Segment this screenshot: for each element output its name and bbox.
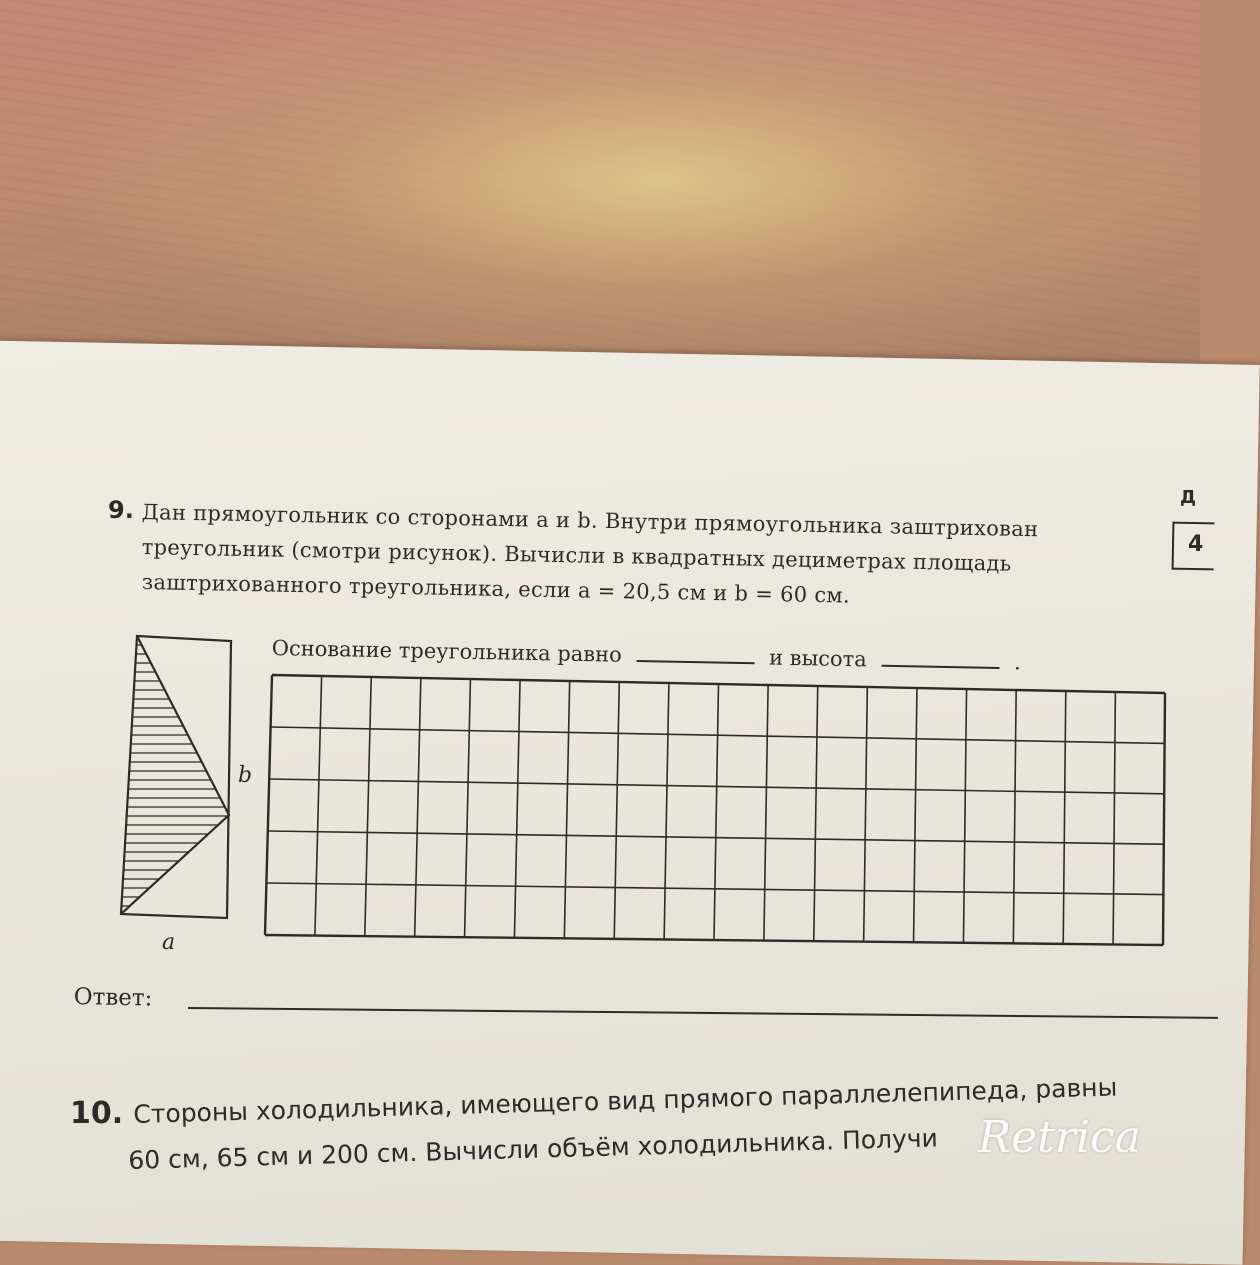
rectangle-a-by-b	[121, 636, 231, 918]
grid-column-line	[864, 687, 868, 942]
grid-column-line	[714, 684, 719, 940]
margin-letter: Д	[1180, 487, 1197, 508]
grid-column-line	[814, 686, 818, 941]
grid-column-line	[764, 685, 768, 941]
grid-column-line	[415, 678, 421, 937]
sentence-end: .	[1013, 650, 1022, 675]
grid-column-line	[265, 675, 272, 935]
grid-column-line	[465, 679, 471, 937]
retrica-watermark: Retrica	[978, 1112, 1141, 1163]
answer-grid	[265, 675, 1165, 945]
side-a-label: a	[162, 930, 176, 955]
task-10-text-line-2: 60 см, 65 см и 200 см. Вычисли объём холодильника. Получи	[128, 1123, 939, 1175]
task-9-text-line-2: треугольник (смотри рисунок). Вычисли в квадратных дециметрах площадь	[141, 535, 1012, 576]
grid-column-line	[664, 683, 669, 939]
grid-column-line	[564, 681, 569, 938]
height-prompt: и высота	[768, 645, 868, 672]
grid-column-line	[963, 689, 966, 943]
grid-column-line	[365, 677, 371, 936]
task-9-number: 9.	[108, 496, 134, 524]
grid-column-line	[1063, 691, 1066, 944]
task-9-text-line-1: Дан прямоугольник со сторонами a и b. Внутри прямоугольника заштрихован	[141, 500, 1039, 542]
grid-column-line	[514, 680, 520, 938]
triangle-hatching	[121, 645, 227, 906]
hatched-rectangle-figure	[121, 636, 231, 918]
task-10-text-line-1: Стороны холодильника, имеющего вид прямого параллелепипеда, равны	[133, 1072, 1118, 1129]
grid-column-line	[614, 682, 619, 939]
triangle-outline	[121, 636, 229, 914]
task-9-text-line-3: заштрихованного треугольника, если a = 20,5 см и b = 60 см.	[141, 570, 851, 608]
grid-column-line	[1163, 693, 1165, 945]
grid-column-line	[914, 688, 917, 942]
answer-label: Ответ:	[73, 984, 153, 1012]
grid-column-line	[1113, 692, 1115, 944]
base-prompt: Основание треугольника равно	[271, 635, 622, 667]
margin-score-digit: 4	[1188, 532, 1204, 557]
grid-column-line	[315, 676, 322, 936]
grid-column-line	[1013, 690, 1016, 943]
side-b-label: b	[238, 763, 253, 788]
task-10-number: 10.	[70, 1096, 124, 1131]
